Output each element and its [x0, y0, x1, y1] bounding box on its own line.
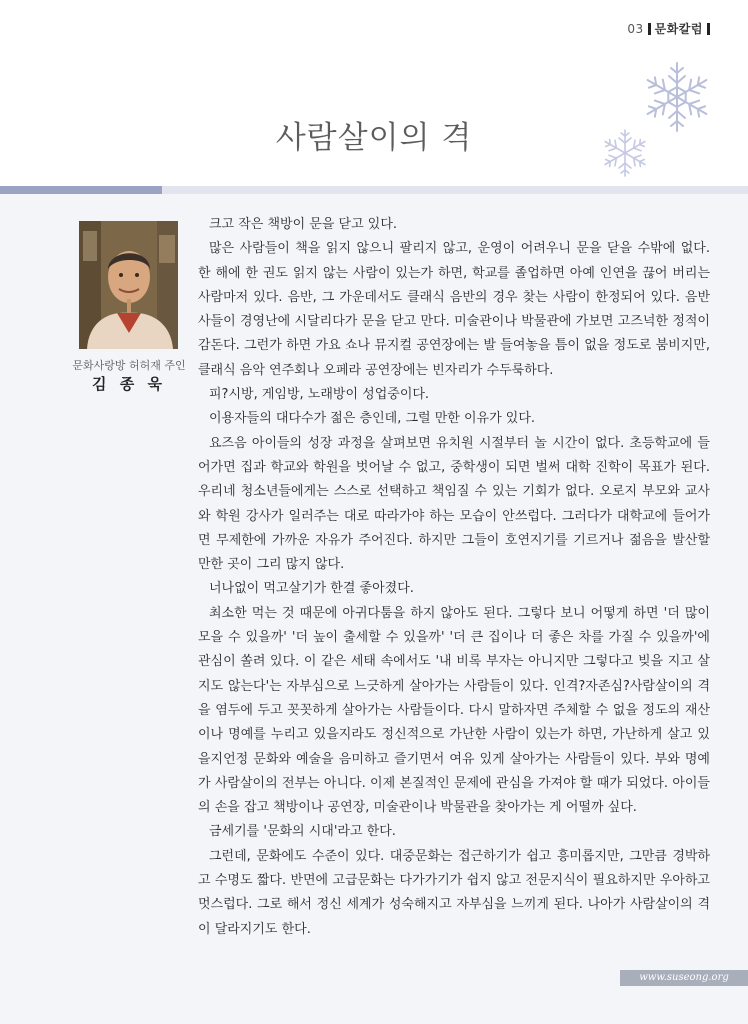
header-band-accent	[0, 186, 162, 194]
author-role: 문화사랑방 허허재 주인	[72, 359, 186, 372]
divider-bar	[707, 23, 710, 35]
footer-url[interactable]: www.suseong.org	[620, 970, 748, 986]
article-title: 사람살이의 격	[275, 120, 473, 156]
header-band	[0, 186, 748, 194]
paragraph: 이용자들의 대다수가 젊은 층인데, 그럴 만한 이유가 있다.	[209, 411, 536, 427]
page-header	[0, 0, 748, 186]
paragraph: 크고 작은 책방이 문을 닫고 있다.	[209, 217, 398, 232]
paragraph: 최소한 먹는 것 때문에 아귀다툼을 하지 않아도 된다. 그렇다 보니 어떻게 하면 '더 많이 모을 수 있을까' '더 높이 출세할 수 있을까' '더 큰 집이나 더 좋은 차를 가질 수 있을까'에 관심이 쏠려 있다. 이 같은 세태 속에서도 '내 비록 부자는 아니지만 그렇다고 빚을 지고 살지도 않는다'는 자부심으로 느긋하게 살아가는 사람들이 있다. 인격?자존심?사람살이의 격을 염두에 두고 꼿꼿하게 살아가는 사람들이다. 다시 말하자면 주체할 수 없을 정도의 재산이나 명예를 누리고 있을지라도 정신적으로 가난한 사람이 있는가 하면, 가난하게 살고 있을지언정 문화와 예술을 음미하고 즐기면서 여유 있게 살아가는 사람들이 있다. 부와 명예가 사람살이의 전부는 아니다. 이제 본질적인 문제에 관심을 가져야 할 때가 되었다. 아이들의 손을 잡고 책방이나 공연장, 미술관이나 박물관을 찾아가는 게 어떨까 싶다.	[198, 605, 710, 816]
section-label: 문화칼럼	[654, 22, 703, 36]
section-number: 03	[627, 21, 644, 36]
divider-bar	[648, 23, 651, 35]
article-body	[198, 213, 710, 942]
section-tag	[627, 20, 710, 37]
paragraph: 너나없이 먹고살기가 한결 좋아졌다.	[209, 581, 414, 597]
paragraph: 그런데, 문화에도 수준이 있다. 대중문화는 접근하기가 쉽고 흥미롭지만, 그만큼 경박하고 수명도 짧다. 반면에 고급문화는 다가가기가 쉽지 않고 전문지식이 필요하지만 우아하고 멋스럽다. 그로 해서 정신 세계가 성숙해지고 자부심을 느끼게 된다. 나아가 사람살이의 격이 달라지기도 한다.	[198, 848, 710, 937]
author-photo	[79, 221, 178, 349]
author-name: 김 종 욱	[92, 375, 166, 393]
paragraph: 피?시방, 게임방, 노래방이 성업중이다.	[209, 387, 430, 403]
paragraph: 요즈음 아이들의 성장 과정을 살펴보면 유치원 시절부터 놀 시간이 없다. 초등학교에 들어가면 집과 학교와 학원을 벗어날 수 없고, 중학생이 되면 벌써 대학 진학이 목표가 된다. 우리네 청소년들에게는 스스로 선택하고 책임질 수 있는 기회가 없다. 오로지 부모와 교사와 학원 강사가 일러주는 대로 따라가야 하는 모습이 안쓰럽다. 그러다가 대학교에 들어가면 무제한에 가까운 자유가 주어진다. 하지만 그들이 호연지기를 기르거나 젊음을 발산할 만한 곳이 그리 많지 않다.	[198, 435, 710, 573]
paragraph: 금세기를 '문화의 시대'라고 한다.	[209, 824, 396, 840]
paragraph: 많은 사람들이 책을 읽지 않으니 팔리지 않고, 운영이 어려우니 문을 닫을 수밖에 없다. 한 해에 한 권도 읽지 않는 사람이 있는가 하면, 학교를 졸업하면 아예 인연을 끊어 버리는 사람마저 있다. 음반, 그 가운데서도 클래식 음반의 경우 찾는 사람이 한정되어 있다. 음반사들이 경영난에 시달리다가 문을 닫고 만다. 미술관이나 박물관에 가보면 고즈넉한 정적이 감돈다. 그런가 하면 가요 쇼나 뮤지컬 공연장에는 발 들여놓을 틈이 없을 정도로 붐비지만, 클래식 음악 연주회나 오페라 공연장에는 빈자리가 수두룩하다.	[198, 241, 710, 378]
